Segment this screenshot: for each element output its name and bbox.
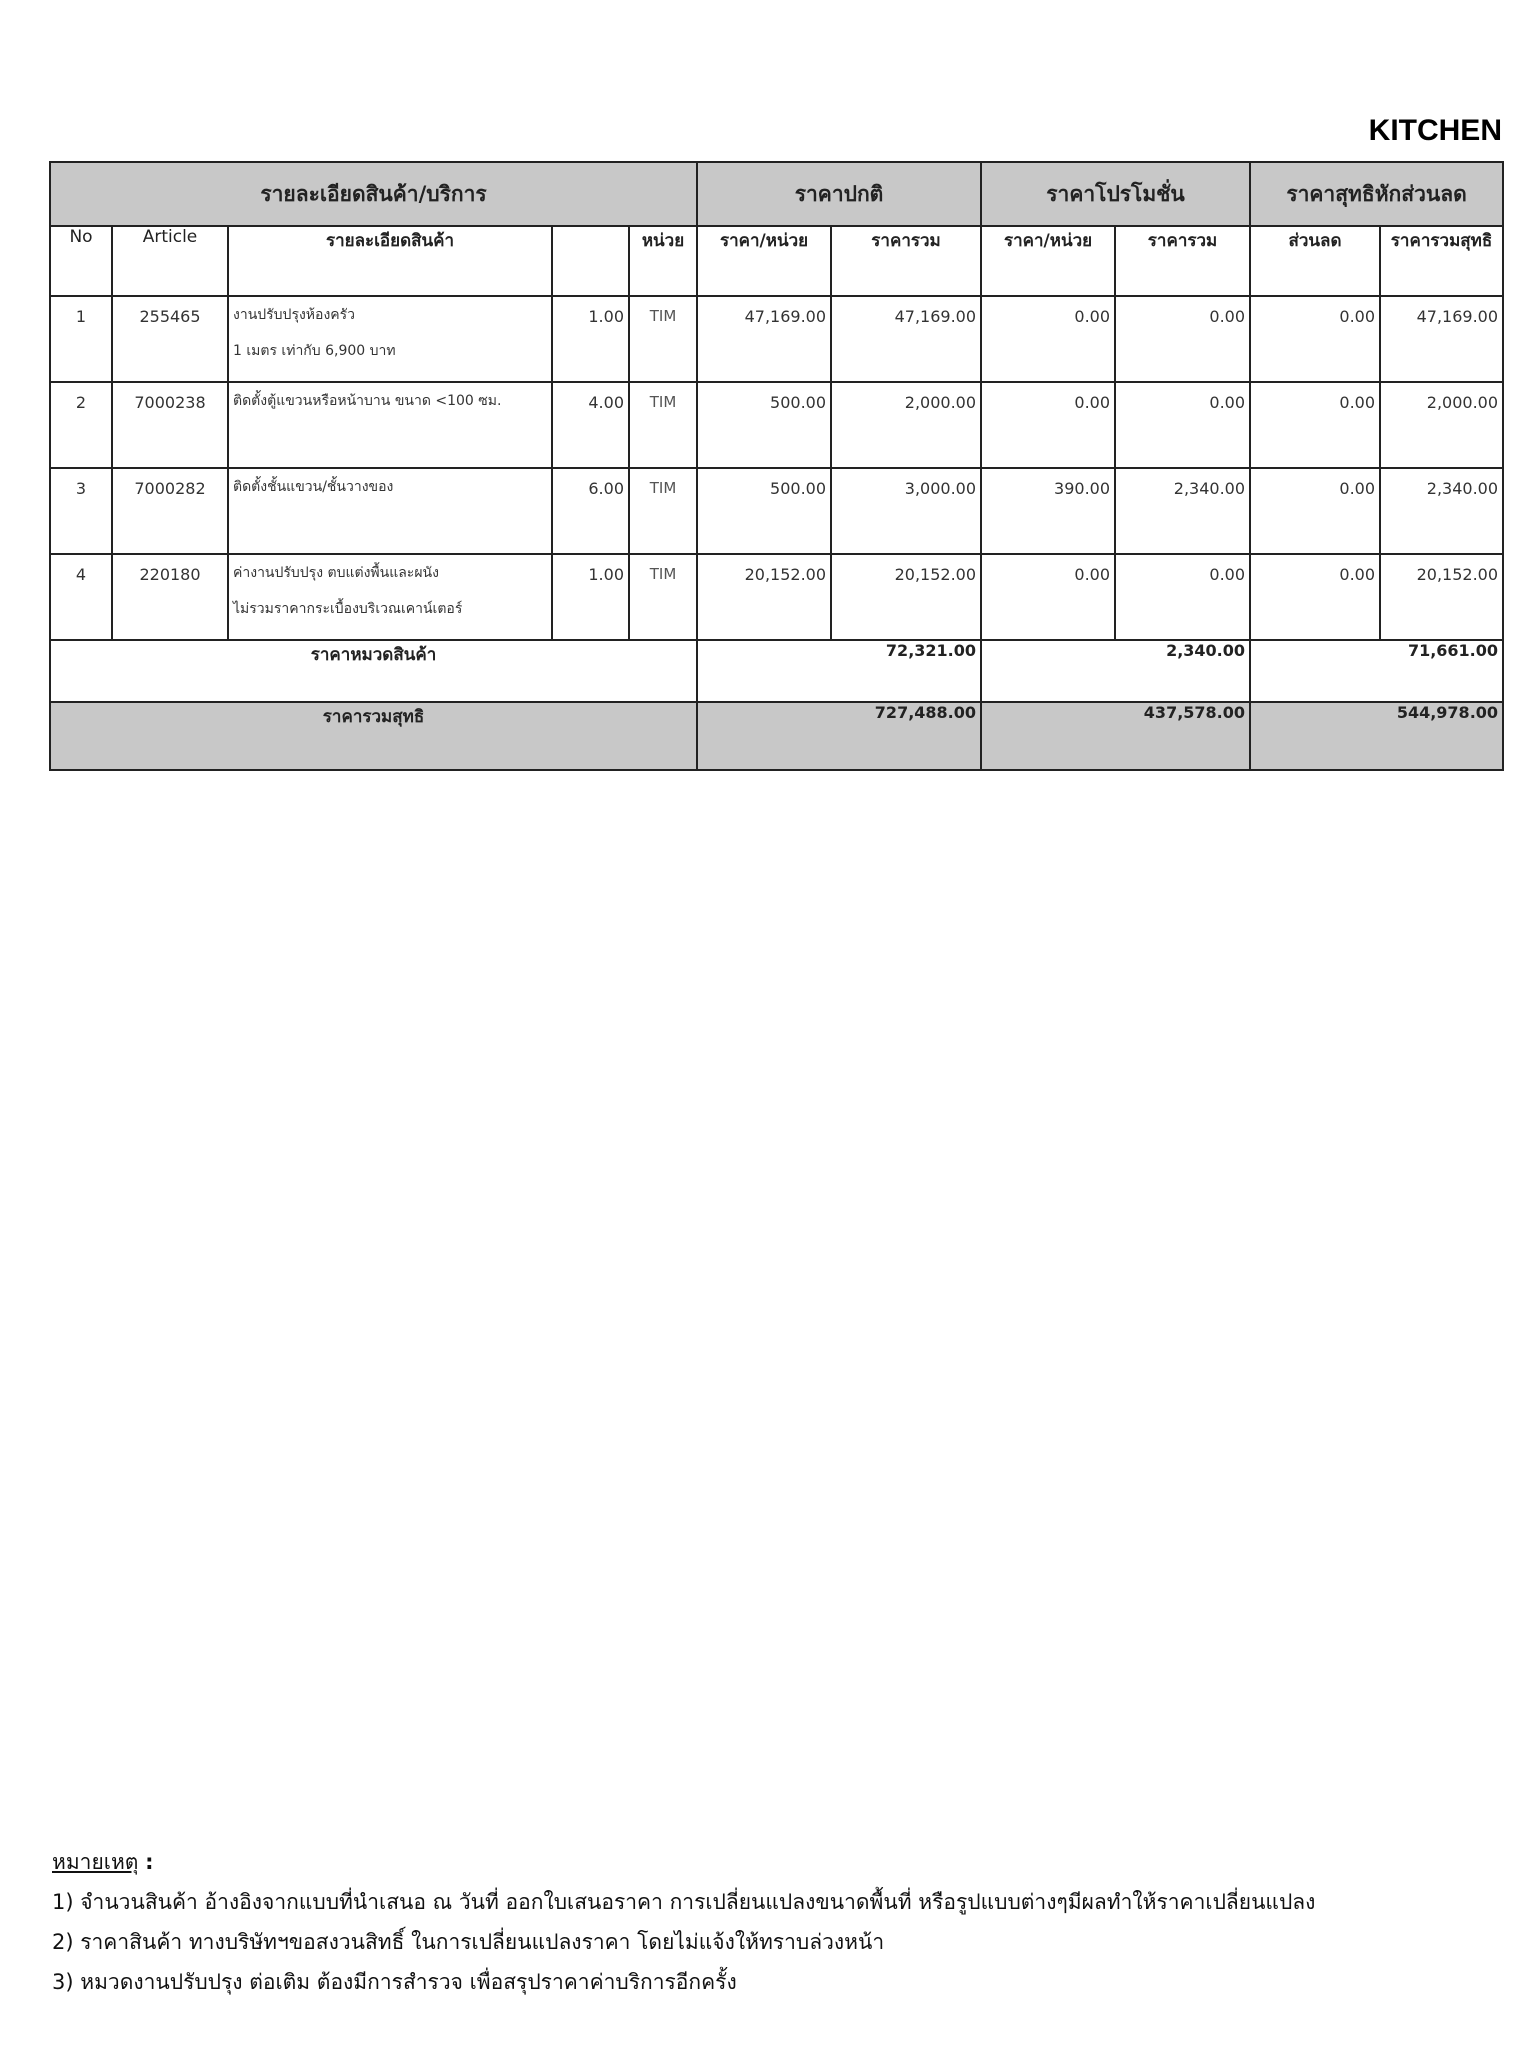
row-description [228,296,552,382]
grand-total-promo: 437,578.00 [981,702,1250,770]
table-row [50,554,1503,640]
row-description [228,554,552,640]
row-article: 255465 [112,296,228,382]
col-header-normal-unit-price: ราคา/หน่วย [697,226,831,296]
group-header-row [50,162,1503,226]
row-description [228,382,552,468]
note-item: 2) ราคาสินค้า ทางบริษัทฯขอสงวนสิทธิ์ ในการเปลี่ยนแปลงราคา โดยไม่แจ้งให้ทราบล่วงหน้า [52,1930,885,1954]
row-net-total: 2,340.00 [1380,468,1503,554]
row-unit: TIM [629,296,697,382]
row-qty: 6.00 [552,468,629,554]
row-normal-total: 2,000.00 [831,382,981,468]
col-header-unit: หน่วย [629,226,697,296]
row-qty: 1.00 [552,554,629,640]
row-promo-unit-price: 0.00 [981,382,1115,468]
grand-total-normal: 727,488.00 [697,702,981,770]
col-header-discount: ส่วนลด [1250,226,1380,296]
row-unit: TIM [629,554,697,640]
row-article: 7000238 [112,382,228,468]
notes-heading [52,1842,1502,1882]
row-discount: 0.00 [1250,382,1380,468]
row-normal-total: 3,000.00 [831,468,981,554]
col-header-promo-unit-price: ราคา/หน่วย [981,226,1115,296]
row-description-line2: 1 เมตร เท่ากับ 6,900 บาท [233,343,396,359]
grand-total-row [50,702,1503,770]
subtotal-net: 71,661.00 [1250,640,1503,702]
col-header-no: No [50,226,112,296]
col-header-promo-total: ราคารวม [1115,226,1250,296]
row-net-total: 20,152.00 [1380,554,1503,640]
col-header-article: Article [112,226,228,296]
row-promo-total: 0.00 [1115,296,1250,382]
note-item: 3) หมวดงานปรับปรุง ต่อเติม ต้องมีการสำรวจ เพื่อสรุปราคาค่าบริการอีกครั้ง [52,1970,737,1994]
subtotal-promo: 2,340.00 [981,640,1250,702]
row-promo-total: 2,340.00 [1115,468,1250,554]
table-row [50,468,1503,554]
group-header-normal-price: ราคาปกติ [697,162,981,226]
table-row [50,382,1503,468]
grand-total-net: 544,978.00 [1250,702,1503,770]
row-description-line1: ค่างานปรับปรุง ตบแต่งพื้นและผนัง [233,565,439,581]
group-header-promo-price: ราคาโปรโมชั่น [981,162,1250,226]
subtotal-row [50,640,1503,702]
row-normal-unit-price: 500.00 [697,382,831,468]
row-normal-unit-price: 500.00 [697,468,831,554]
row-promo-unit-price: 390.00 [981,468,1115,554]
row-normal-unit-price: 20,152.00 [697,554,831,640]
row-qty: 1.00 [552,296,629,382]
row-net-total: 2,000.00 [1380,382,1503,468]
row-article: 7000282 [112,468,228,554]
row-description-line1: งานปรับปรุงห้องครัว [233,307,356,323]
row-qty: 4.00 [552,382,629,468]
col-header-normal-total: ราคารวม [831,226,981,296]
row-unit: TIM [629,468,697,554]
col-header-description: รายละเอียดสินค้า [228,226,552,296]
row-no: 2 [50,382,112,468]
col-header-net-total: ราคารวมสุทธิ [1380,226,1503,296]
notes-title: หมายเหตุ [52,1850,139,1874]
row-article: 220180 [112,554,228,640]
row-promo-unit-price: 0.00 [981,554,1115,640]
row-normal-total: 47,169.00 [831,296,981,382]
quotation-table [49,161,1504,771]
subtotal-normal: 72,321.00 [697,640,981,702]
row-no: 1 [50,296,112,382]
row-no: 4 [50,554,112,640]
row-description-line1: ติดตั้งชั้นแขวน/ชั้นวางของ [233,479,394,495]
subtotal-label: ราคาหมวดสินค้า [50,640,697,702]
row-description-line1: ติดตั้งตู้แขวนหรือหน้าบาน ขนาด <100 ซม. [233,393,502,409]
row-no: 3 [50,468,112,554]
row-promo-total: 0.00 [1115,382,1250,468]
note-item: 1) จำนวนสินค้า อ้างอิงจากแบบที่นำเสนอ ณ วันที่ ออกใบเสนอราคา การเปลี่ยนแปลงขนาดพื้นที่ หรือรูปแบบต่างๆมีผลทำให้ราคาเปลี่ยนแปลง [52,1890,1316,1914]
group-header-net-price: ราคาสุทธิหักส่วนลด [1250,162,1503,226]
row-normal-unit-price: 47,169.00 [697,296,831,382]
row-net-total: 47,169.00 [1380,296,1503,382]
col-header-qty [552,226,629,296]
row-promo-unit-price: 0.00 [981,296,1115,382]
row-description [228,468,552,554]
column-header-row [50,226,1503,296]
row-description-line2: ไม่รวมราคากระเบื้องบริเวณเคาน์เตอร์ [233,601,463,617]
row-discount: 0.00 [1250,468,1380,554]
row-unit: TIM [629,382,697,468]
notes-colon: : [145,1850,154,1874]
notes-section [52,1842,1502,2002]
section-title: KITCHEN [1368,114,1502,147]
table-row [50,296,1503,382]
group-header-details: รายละเอียดสินค้า/บริการ [50,162,697,226]
row-discount: 0.00 [1250,554,1380,640]
grand-total-label: ราคารวมสุทธิ [50,702,697,770]
row-discount: 0.00 [1250,296,1380,382]
row-normal-total: 20,152.00 [831,554,981,640]
row-promo-total: 0.00 [1115,554,1250,640]
